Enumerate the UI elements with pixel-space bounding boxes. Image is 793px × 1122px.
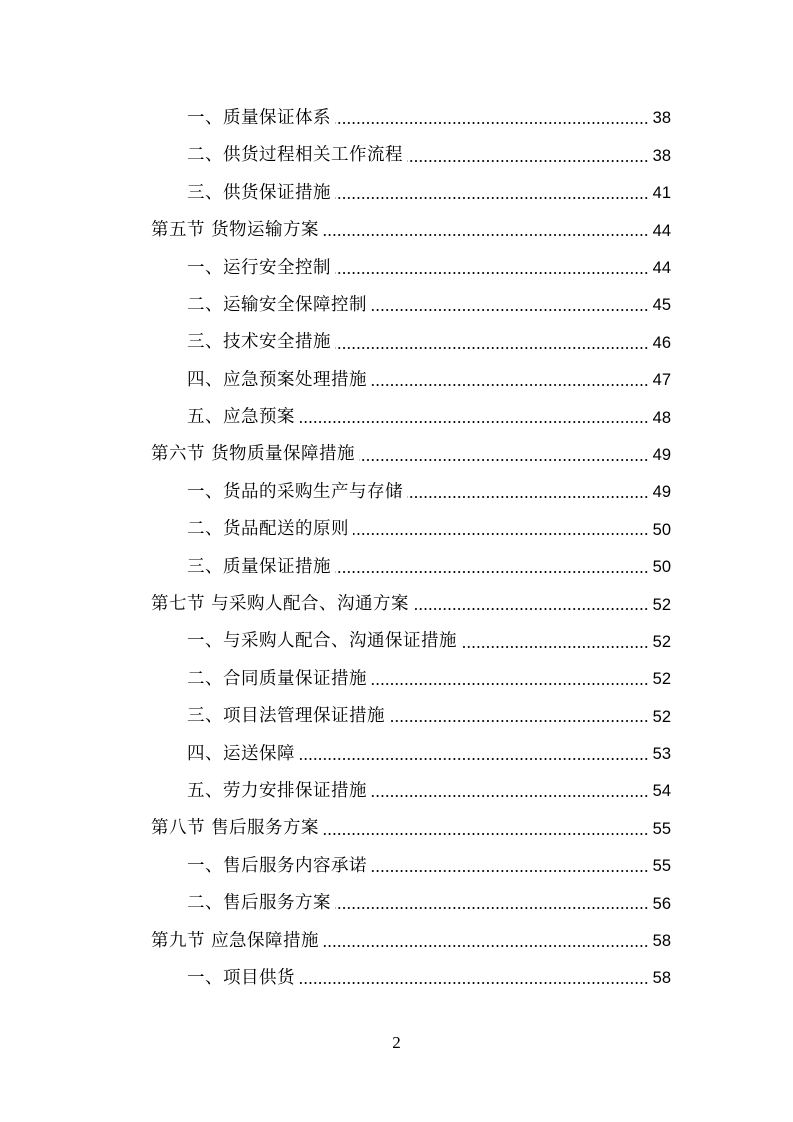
toc-entry-title: 五、劳力安排保证措施 — [187, 780, 367, 801]
toc-entry-page: 53 — [652, 745, 671, 764]
toc-entry-page: 44 — [652, 259, 671, 277]
toc-entry-page: 48 — [652, 408, 671, 427]
toc-entry-title: 第七节 与采购人配合、沟通方案 — [151, 594, 410, 615]
toc-section-entry[interactable] — [0, 923, 793, 960]
toc-entry-page: 58 — [652, 969, 671, 988]
toc-entry-page: 45 — [652, 296, 671, 315]
toc-entry-title: 三、技术安全措施 — [187, 332, 331, 353]
toc-leader-dots — [323, 944, 649, 948]
toc-entry[interactable] — [0, 736, 793, 773]
toc-entry-title: 第五节 货物运输方案 — [151, 220, 320, 241]
toc-entry-page: 49 — [652, 483, 671, 502]
toc-leader-dots — [299, 420, 649, 424]
toc-leader-dots — [413, 607, 649, 611]
toc-entry[interactable] — [0, 960, 793, 997]
toc-entry-page: 38 — [652, 146, 671, 165]
toc-entry-title: 三、供货保证措施 — [187, 182, 331, 203]
toc-entry-title: 二、合同质量保证措施 — [187, 668, 367, 689]
toc-entry-title: 一、货品的采购生产与存储 — [187, 481, 403, 502]
toc-entry-title: 第六节 货物质量保障措施 — [151, 444, 356, 465]
toc-leader-dots — [371, 869, 649, 873]
toc-entry[interactable] — [0, 623, 793, 660]
toc-entry-page: 55 — [652, 857, 671, 876]
toc-entry-title: 一、售后服务内容承诺 — [187, 855, 367, 876]
toc-entry-title: 第八节 售后服务方案 — [151, 818, 320, 839]
toc-leader-dots — [335, 346, 649, 350]
toc-entry-title: 一、运行安全控制 — [187, 257, 331, 278]
toc-entry[interactable] — [0, 250, 793, 287]
toc-entry[interactable] — [0, 100, 793, 137]
toc-entry-title: 五、应急预案 — [187, 407, 295, 428]
toc-entry-page: 38 — [652, 109, 671, 128]
toc-entry-title: 第九节 应急保障措施 — [151, 930, 320, 951]
toc-entry[interactable] — [0, 698, 793, 735]
toc-entry-page: 44 — [652, 221, 671, 240]
toc-leader-dots — [371, 794, 649, 798]
toc-section-entry[interactable] — [0, 437, 793, 474]
toc-leader-dots — [299, 757, 649, 761]
toc-entry-title: 二、货品配送的原则 — [187, 519, 349, 540]
toc-entry-title: 二、售后服务方案 — [187, 893, 331, 914]
toc-section-entry[interactable] — [0, 586, 793, 623]
toc-entry-page: 47 — [652, 371, 671, 390]
toc-entry-page: 41 — [652, 184, 671, 203]
toc-entry-title: 三、项目法管理保证措施 — [187, 706, 385, 727]
toc-leader-dots — [335, 121, 649, 125]
toc-entry-page: 50 — [652, 520, 671, 539]
toc-entry[interactable] — [0, 137, 793, 174]
toc-entry-title: 三、质量保证措施 — [187, 556, 331, 577]
toc-entry[interactable] — [0, 175, 793, 212]
toc-leader-dots — [323, 233, 649, 237]
toc-leader-dots — [371, 682, 649, 686]
toc-entry[interactable] — [0, 885, 793, 922]
toc-leader-dots — [353, 532, 649, 536]
toc-entry[interactable] — [0, 773, 793, 810]
toc-leader-dots — [335, 570, 649, 574]
toc-entry[interactable] — [0, 474, 793, 511]
toc-leader-dots — [407, 495, 649, 499]
toc-leader-dots — [371, 308, 649, 312]
toc-entry[interactable] — [0, 399, 793, 436]
toc-entry[interactable] — [0, 324, 793, 361]
toc-entry-page: 52 — [652, 707, 671, 726]
toc-entry-title: 二、供货过程相关工作流程 — [187, 145, 403, 166]
toc-entry-title: 四、应急预案处理措施 — [187, 369, 367, 390]
toc-entry-page: 52 — [652, 595, 671, 614]
toc-entry[interactable] — [0, 362, 793, 399]
toc-section-entry[interactable] — [0, 212, 793, 249]
toc-leader-dots — [461, 645, 649, 649]
toc-leader-dots — [359, 458, 649, 462]
toc-section-entry[interactable] — [0, 810, 793, 847]
toc-entry-title: 四、运送保障 — [187, 743, 295, 764]
toc-entry-page: 49 — [652, 445, 671, 464]
toc-leader-dots — [371, 383, 649, 387]
toc-entry-title: 一、与采购人配合、沟通保证措施 — [187, 631, 457, 652]
toc-leader-dots — [299, 981, 649, 985]
toc-entry[interactable] — [0, 287, 793, 324]
toc-entry-title: 一、项目供货 — [187, 967, 295, 988]
toc-entry-page: 54 — [652, 782, 671, 801]
toc-leader-dots — [407, 159, 649, 163]
toc-leader-dots — [335, 196, 649, 200]
toc-leader-dots — [389, 719, 649, 723]
toc-entry-page: 56 — [652, 894, 671, 913]
toc-entry[interactable] — [0, 511, 793, 548]
page-number: 2 — [392, 1033, 401, 1052]
toc-entry-page: 52 — [652, 632, 671, 651]
toc-entry-title: 二、运输安全保障控制 — [187, 294, 367, 315]
toc-entry-page: 58 — [652, 932, 671, 951]
toc-entry[interactable] — [0, 661, 793, 698]
toc-entry[interactable] — [0, 549, 793, 586]
toc-entry-page: 55 — [652, 819, 671, 838]
toc-entry-page: 46 — [652, 333, 671, 352]
toc-leader-dots — [335, 271, 649, 275]
toc-entry[interactable] — [0, 848, 793, 885]
toc-entry-page: 50 — [652, 558, 671, 577]
toc-leader-dots — [335, 906, 649, 910]
toc-entry-page: 52 — [652, 670, 671, 689]
toc-leader-dots — [323, 832, 649, 836]
table-of-contents — [0, 100, 793, 997]
toc-entry-title: 一、质量保证体系 — [187, 107, 331, 128]
